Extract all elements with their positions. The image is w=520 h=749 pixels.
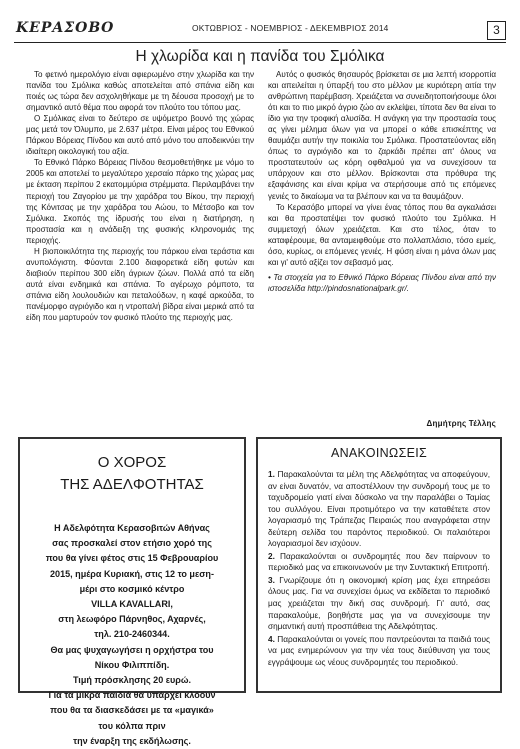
dance-invitation-box bbox=[18, 437, 246, 746]
invitation-line: Για τα μικρά παιδιά θα υπάρχει κλόουν bbox=[48, 690, 216, 701]
announcement-text: Παρακαλούνται τα μέλη της Αδελφότητας να αποφεύγουν, αν είναι δυνατόν, να αποστέλλουν την συνδρομή τους με το ταχυδρομείο γιατί είναι δύσκολο να την παραλάβει ο Ταμίας του συλλόγου. Είναι προτιμότερο να την καταθέτετε στον λογαριασμό της Τράπεζας Πειραιώς που αναγράφεται στην δεύτερη σελίδα του παρόντος περιοδικού. Οι παλαιότεροι λογαριασμοί δεν ισχύουν. bbox=[268, 470, 490, 549]
article-column-right bbox=[268, 69, 496, 294]
invitation-line: μέρι στο κοσμικό κέντρο bbox=[79, 583, 185, 594]
source-note: • Τα στοιχεία για το Εθνικό Πάρκο Βόρειας Πίνδου είναι από την ιστοσελίδα http://pindosnationalpark.gr/. bbox=[268, 272, 496, 293]
announcement-text: Γνωρίζουμε ότι η οικονομική κρίση μας έχει επηρεάσει όλους μας. Για να συνεχίσει όμως να εκδίδεται το περιοδικό μας χρειάζεται την δική σας συνδρομή. Γι' αυτό, σας παρακαλούμε, βοηθήστε μας για να συνεχίσουμε την σημαντική αυτή προσπάθεια της Αδελφότητας. bbox=[268, 575, 490, 632]
announcement-text: Παρακαλούνται οι γονείς που παντρεύονται τα παιδιά τους να μας ενημερώνουν για την νέα τους διεύθυνση για τους εγγράψουμε ως νέους συνδρομητές του περιοδικού. bbox=[268, 634, 490, 667]
page-number: 3 bbox=[487, 21, 506, 40]
article-paragraph: Το Κερασόβο μπορεί να γίνει ένας τόπος που θα αγκαλιάσει και θα προστατέψει τον φυσικό πλούτο του Σμόλικα. Η συμμετοχή όλων χρειάζεται. Και στο τέλος, όταν το καταφέρουμε, θα ανταμειφθούμε στο πολλαπλάσιο, τόσο εμείς, όσο, κυρίως, οι επόμενες γενιές. Η φύση είναι η μάνα όλων μας και γι' αυτό αξίζει τον σεβασμό μας. bbox=[268, 202, 496, 267]
invitation-line: σας προσκαλεί στον ετήσιο χορό της bbox=[52, 538, 212, 549]
announcement-item bbox=[268, 551, 490, 574]
announcement-text: Παρακαλούνται οι συνδρομητές που δεν παίρνουν το περιοδικό μας να επικοινωνούν με την Συντακτική Επιτροπή. bbox=[268, 551, 490, 573]
article-paragraph: Ο Σμόλικας είναι το δεύτερο σε υψόμετρο βουνό της χώρας μας μετά τον Όλυμπο, με 2.637 μέτρα. Είναι μέρος του Εθνικού Πάρκου Βόρειας Πίνδου και αυτό από μόνο του αποδεικνύει την ιδιαίτερη οικολογική του αξία. bbox=[26, 114, 254, 157]
invitation-line: που θα τα διασκεδάσει με τα «μαγικά» bbox=[50, 705, 214, 716]
invitation-line: στη λεωφόρο Πάρνηθος, Αχαρνές, bbox=[58, 614, 206, 625]
invitation-line: Τιμή πρόσκλησης 20 ευρώ. bbox=[72, 675, 192, 686]
issue-date: ΟΚΤΩΒΡΙΟΣ - ΝΟΕΜΒΡΙΟΣ - ΔΕΚΕΜΒΡΙΟΣ 2014 bbox=[192, 23, 389, 33]
announcement-number: 3. bbox=[268, 575, 275, 585]
announcements-title: ΑΝΑΚΟΙΝΩΣΕΙΣ bbox=[330, 446, 428, 460]
announcement-item bbox=[268, 575, 490, 633]
invitation-line: Θα μας ψυχαγωγήσει η ορχήστρα του bbox=[50, 644, 214, 655]
announcements-list bbox=[268, 469, 490, 669]
invitation-line: του κόλπα πριν bbox=[98, 720, 166, 731]
article-paragraph: Η βιοποικιλότητα της περιοχής του πάρκου είναι τεράστια και ανυπολόγιστη. Φύονται 2.100 διαφορετικά είδη φυτών και διαβιούν περίπου 300 είδη άγριων ζώων. Πολλά από τα είδη αυτά είναι ενδημικά και σπάνια. Το αγέρωχο ρόμποτο, τα σπάνια είδη λουλουδιών και πεταλούδων, η καφέ αρκούδα, το πανέμορφο αγριόγιδο και η ντροπαλή βίδρα είναι μερικά από τα είδη που μαρτυρούν τον φυσικό πλούτο της περιοχής μας. bbox=[26, 246, 254, 323]
invitation-line: την έναρξη της εκδήλωσης. bbox=[73, 735, 191, 746]
invitation-line: τηλ. 210-2460344. bbox=[94, 629, 170, 640]
article-title: Η χλωρίδα και η πανίδα του Σμόλικα bbox=[135, 48, 385, 65]
announcement-number: 1. bbox=[268, 470, 275, 479]
article-author: Δημήτρης Τέλλης bbox=[426, 419, 496, 428]
announcement-number: 4. bbox=[268, 634, 275, 644]
article-paragraph: Το φετινό ημερολόγιο είναι αφιερωμένο στην χλωρίδα και την πανίδα του Σμόλικα καθώς αποτελείται από σπάνια είδη και ποιές ως τώρα δεν ασχοληθήκαμε με τη δέουσα προσοχή με το σημαντικό αυτό θέμα που αφορά τον πλούτο του τόπου μας. bbox=[26, 70, 254, 113]
article-paragraph: Το Εθνικό Πάρκο Βόρειας Πίνδου θεσμοθετήθηκε με νόμο το 2005 και αποτελεί το μεγαλύτερο χερσαίο πάρκο της χώρας μας με έκταση περίπου 2 εκατομμύρια στρέμματα. Περιλαμβάνει την περιοχή του Ζαγορίου με την χαράδρα του Βίκου, την περιοχή της Κόνιτσας με την χαράδρα του Αώου, το Μέτσοβο και τον Σμόλικα. Σκοπός της ίδρυσής του είναι η διατήρηση, η προστασία και η ανάδειξη της φυσικής κληρονομιάς της περιοχής. bbox=[26, 158, 254, 245]
article-paragraph: Αυτός ο φυσικός θησαυρός βρίσκεται σε μια λεπτή ισορροπία και απειλείται η ύπαρξή του στο μέλλον με κυριότερη αιτία την ανθρώπινη παρέμβαση. Χρειάζεται να συνειδητοποιήσουμε όλοι ότι και το πιο μικρό άγριο ζώο αν εκλείψει, τίποτα δεν θα είναι το ίδιο για την τροφική αλυσίδα. Η ανάγκη για την προστασία τους ας γίνει μέλημα όλων για να μπορεί ο κάθε επισκέπτης να θαυμάζει αυτήν την ποικιλία του Σμόλικα. Προστατεύοντας είδη όπως το αγριόγιδο και το ζαρκάδι πρέπει απ' όλους να προστατευτούν ως κόρη οφθαλμού για να συνεχίσουν τα υπάρχουν και στο μέλλον. Βρίσκονται στα πρόθυρα της εξαφάνισης και είναι κρίμα να στερήσουμε από τις επόμενες γενιές το δικαίωμα να τα βλέπουν και να τα θαυμάζουν. bbox=[268, 70, 496, 201]
announcements-box bbox=[256, 437, 502, 693]
announcement-item bbox=[268, 469, 490, 550]
invitation-line: Νίκου Φιλιππίδη. bbox=[94, 659, 170, 670]
page-header bbox=[14, 20, 506, 43]
newsletter-brand: ΚΕΡΑΣΟΒΟ bbox=[16, 20, 115, 36]
invitation-line: 2015, ημέρα Κυριακή, στις 12 το μεση- bbox=[50, 568, 214, 579]
invitation-line: Η Αδελφότητα Κερασοβιτών Αθήνας bbox=[54, 523, 210, 533]
invitation-line: VILLA KAVALLARI, bbox=[91, 599, 173, 610]
dance-title-line1: Ο ΧΟΡΟΣ bbox=[97, 454, 167, 471]
article-column-left bbox=[26, 69, 254, 323]
announcement-number: 2. bbox=[268, 551, 275, 561]
announcement-item bbox=[268, 634, 490, 669]
invitation-text bbox=[28, 521, 236, 749]
dance-title-line2: ΤΗΣ ΑΔΕΛΦΟΤΗΤΑΣ bbox=[60, 476, 204, 493]
invitation-line: που θα γίνει φέτος στις 15 Φεβρουαρίου bbox=[45, 553, 219, 564]
